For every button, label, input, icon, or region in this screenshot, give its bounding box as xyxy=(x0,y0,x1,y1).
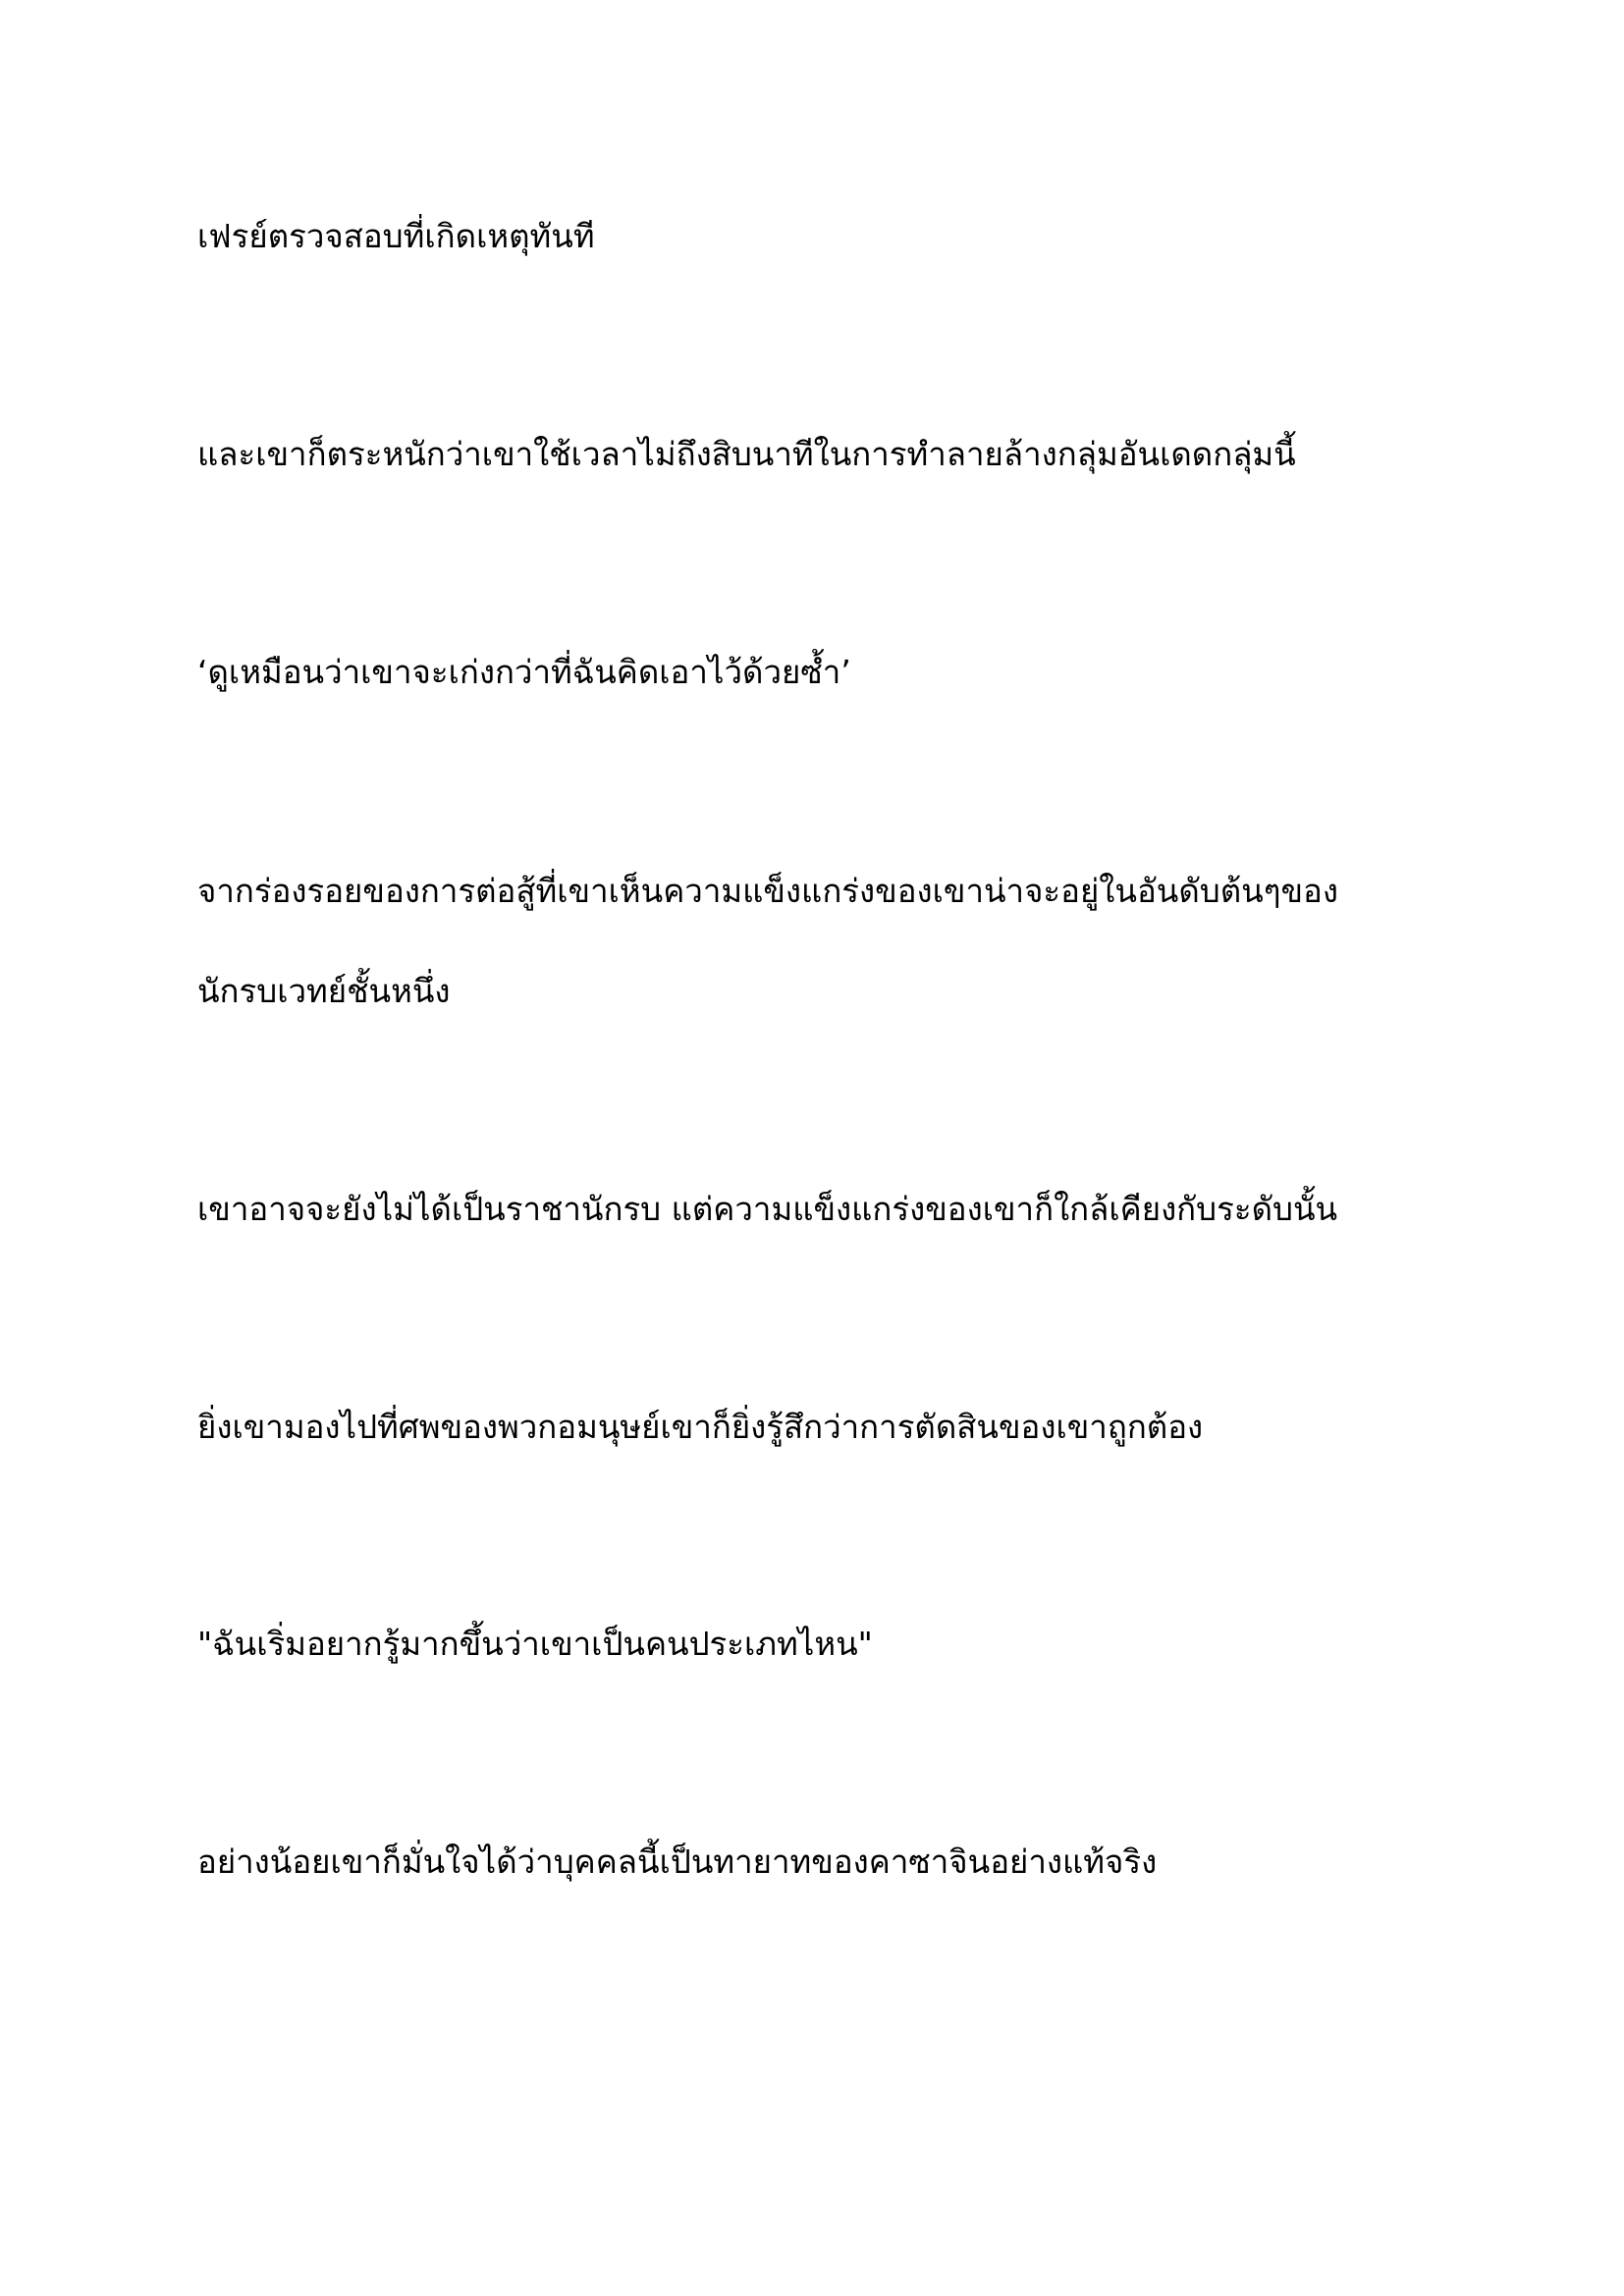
paragraph-2: และเขาก็ตระหนักว่าเขาใช้เวลาไม่ถึงสิบนาทีในการทำลายล้างกลุ่มอันเดดกลุ่มนี้ xyxy=(197,435,1296,473)
paragraph-7: "ฉันเริ่มอยากรู้มากขึ้นว่าเขาเป็นคนประเภทไหน" xyxy=(197,1625,873,1663)
paragraph-3: ‘ดูเหมือนว่าเขาจะเก่งกว่าที่ฉันคิดเอาไว้ด้วยซ้ำ’ xyxy=(197,653,851,691)
paragraph-1: เฟรย์ตรวจสอบที่เกิดเหตุทันที xyxy=(197,217,595,255)
paragraph-5: เขาอาจจะยังไม่ได้เป็นราชานักรบ แต่ความแข็งแกร่งของเขาก็ใกล้เคียงกับระดับนั้น xyxy=(197,1190,1338,1228)
paragraph-4: จากร่องรอยของการต่อสู้ที่เขาเห็นความแข็งแกร่งของเขาน่าจะอยู่ในอันดับต้นๆของ นักรบเวทย์ชั้นหนึ่ง xyxy=(197,872,1338,1010)
paragraph-8: อย่างน้อยเขาก็มั่นใจได้ว่าบุคคลนี้เป็นทายาทของคาซาจินอย่างแท้จริง xyxy=(197,1842,1158,1881)
paragraph-6: ยิ่งเขามองไปที่ศพของพวกอมนุษย์เขาก็ยิ่งรู้สึกว่าการตัดสินของเขาถูกต้อง xyxy=(197,1408,1204,1446)
